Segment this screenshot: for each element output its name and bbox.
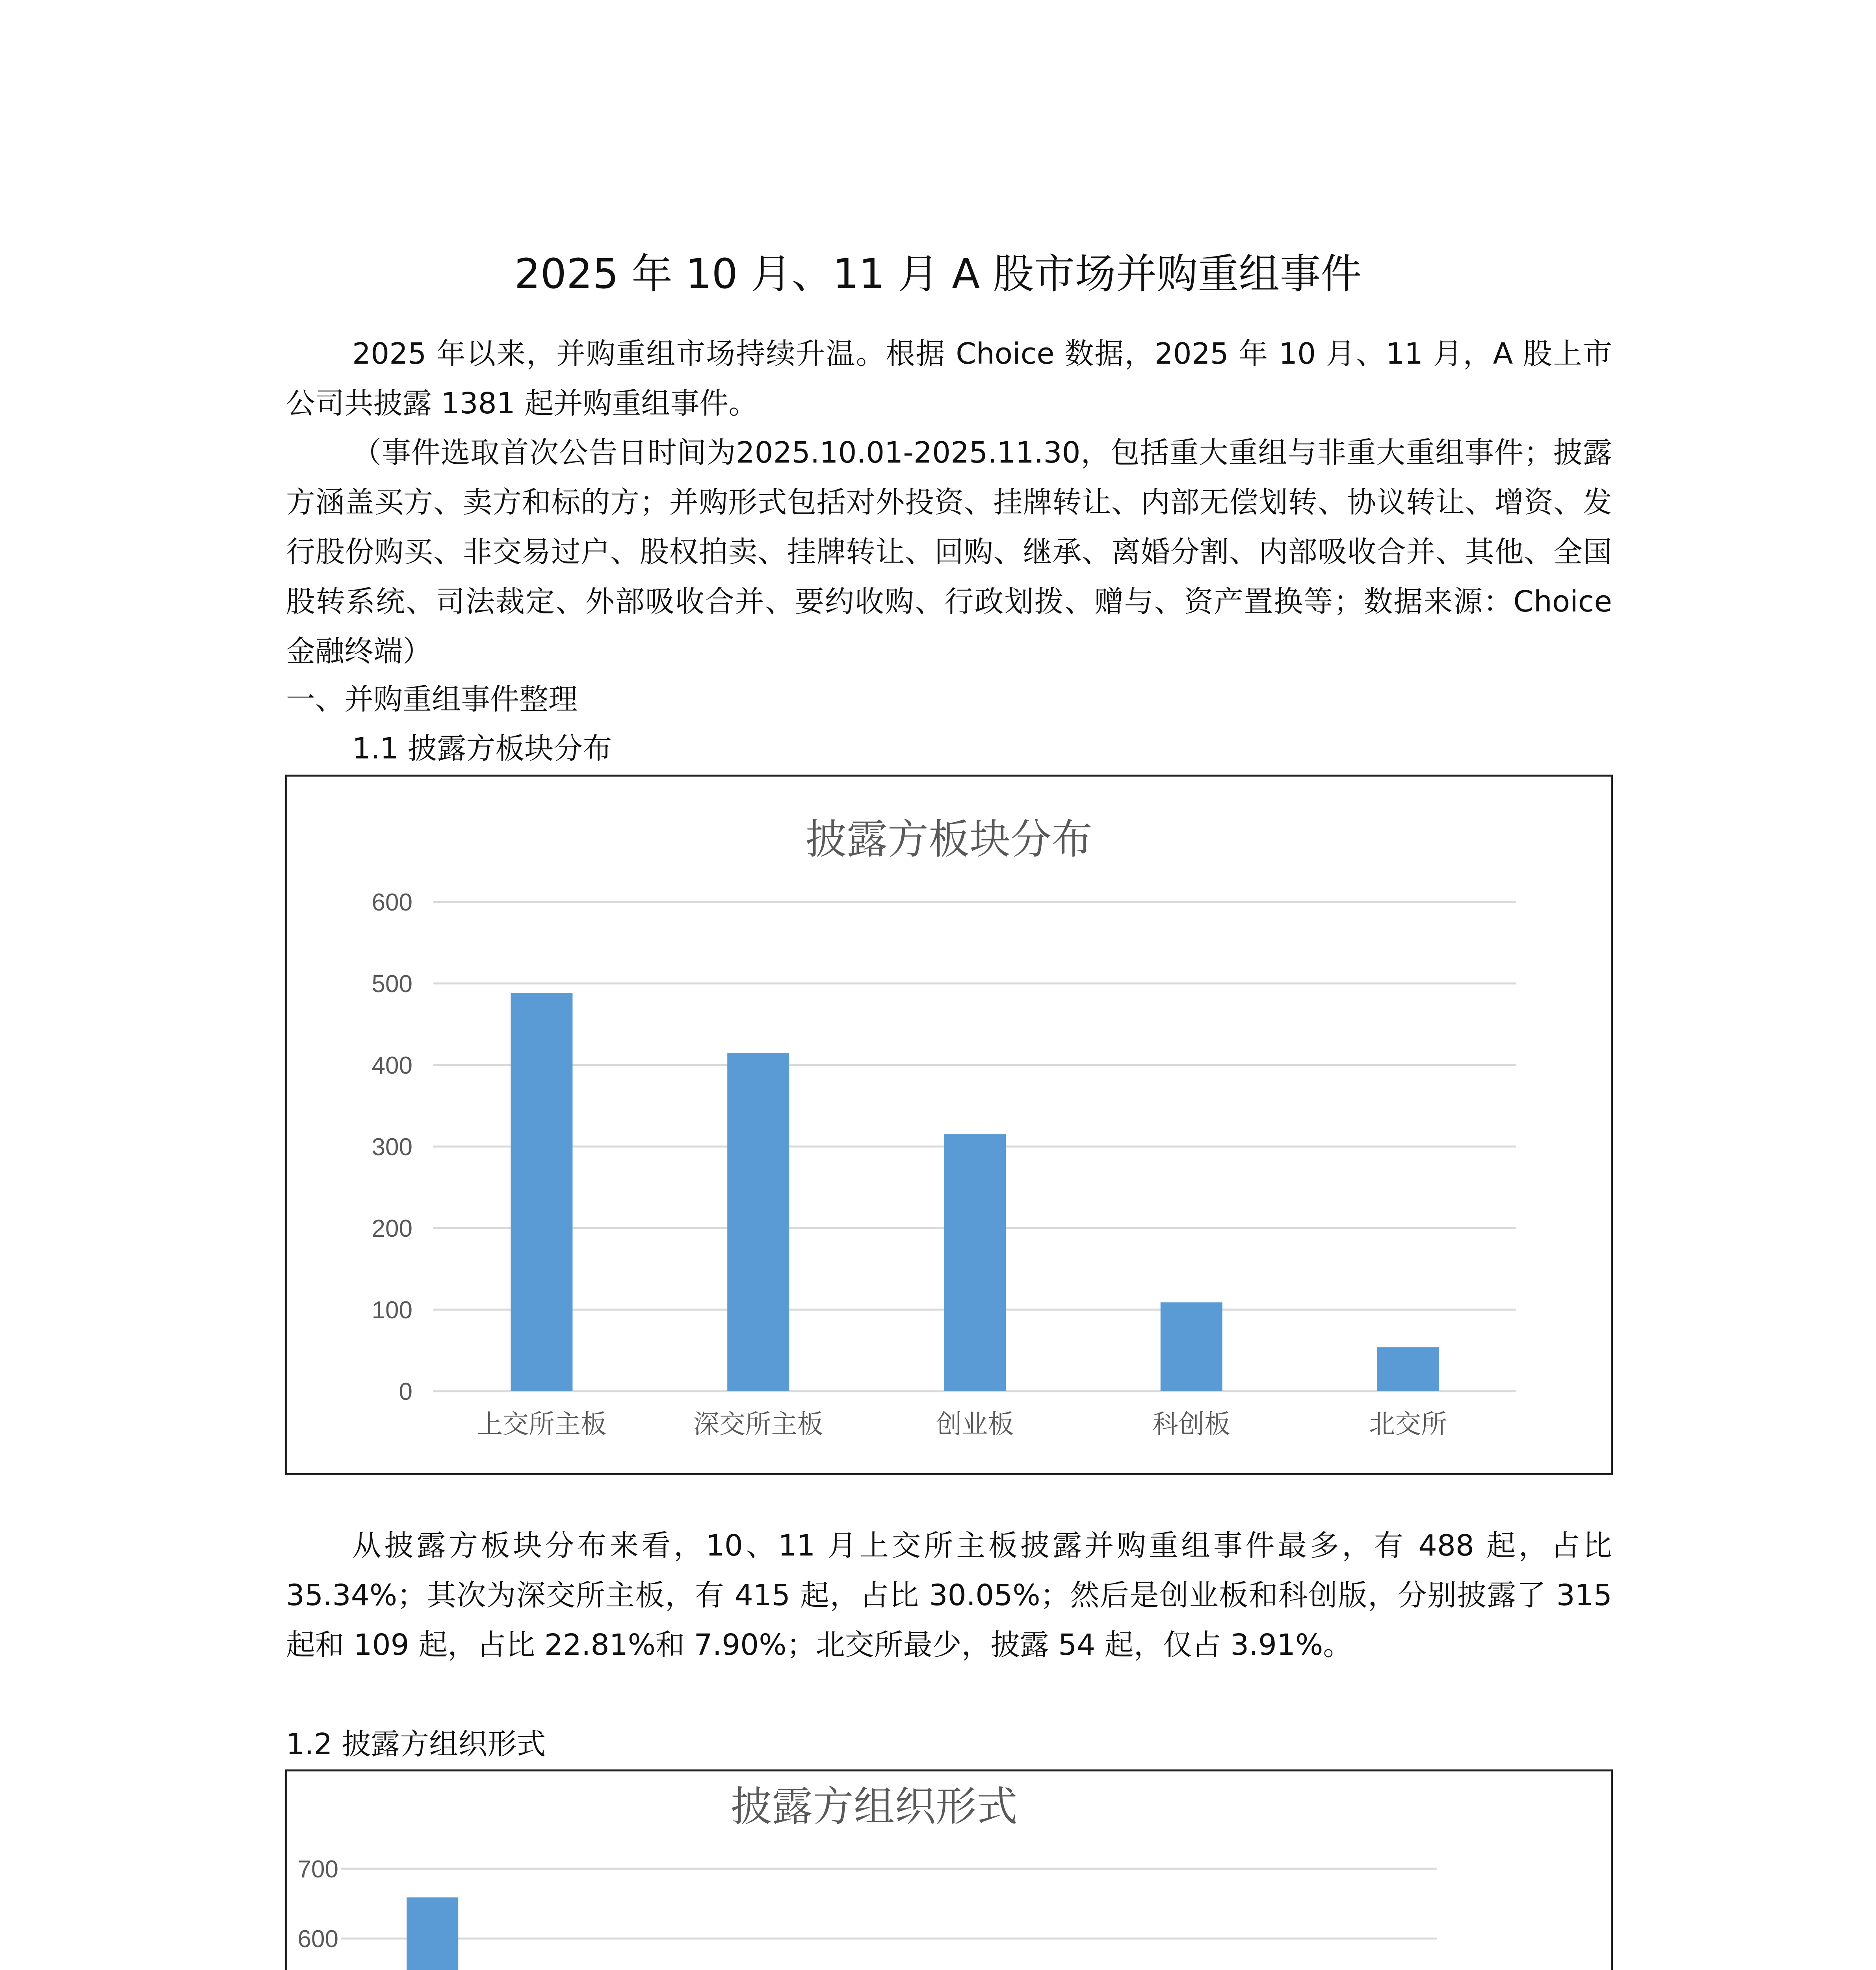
bar [511,993,572,1391]
y-tick-label: 100 [371,1297,412,1324]
y-tick-label: 400 [371,1052,412,1079]
x-category-label: 北交所 [1369,1409,1447,1439]
y-tick-label: 300 [371,1134,412,1161]
y-tick-label: 200 [371,1215,412,1242]
bar [407,1898,458,1970]
x-category-label: 上交所主板 [476,1409,607,1439]
y-tick-label: 600 [371,889,412,916]
y-tick-label: 600 [297,1925,338,1953]
y-tick-label: 0 [399,1378,412,1405]
y-tick-label: 500 [371,970,412,998]
sector-distribution-chart [285,775,1613,1475]
page-title: 2025 年 10 月、11 月 A 股市场并购重组事件 [514,250,1362,298]
chart-title: 披露方板块分布 [805,815,1092,863]
bar [1377,1347,1439,1391]
bar [944,1134,1006,1391]
subsection-heading-1-1: 1.1 披露方板块分布 [352,732,612,766]
subsection-heading-1-2: 1.2 披露方组织形式 [286,1727,546,1761]
chart-plot [287,1771,1611,1970]
chart-plot [287,777,1611,1473]
sector-analysis-paragraph: 从披露方板块分布来看，10、11 月上交所主板披露并购重组事件最多，有 488 起，占比 35.34%；其次为深交所主板，有 415 起，占比 30.05%；然后是创业板和科创版，分别披露了 315 起和 109 起，占比 22.81%和 7.90%；北交所最少，披露 54 起，仅占 3.91%。 [286,1529,1612,1662]
organization-type-chart [285,1769,1613,1970]
intro-paragraph: 2025 年以来，并购重组市场持续升温。根据 Choice 数据，2025 年 10 月、11 月，A 股上市公司共披露 1381 起并购重组事件。 [286,337,1612,420]
scope-note-paragraph: （事件选取首次公告日时间为2025.10.01-2025.11.30，包括重大重组与非重大重组事件；披露方涵盖买方、卖方和标的方；并购形式包括对外投资、挂牌转让、内部无偿划转、协议转让、增资、发行股份购买、非交易过户、股权拍卖、挂牌转让、回购、继承、离婚分割、内部吸收合并、其他、全国股转系统、司法裁定、外部吸收合并、要约收购、行政划拨、赠与、资产置换等；数据来源：Choice 金融终端） [286,436,1612,668]
chart-title: 披露方组织形式 [730,1782,1018,1831]
bar [727,1053,789,1391]
x-category-label: 科创板 [1152,1409,1231,1439]
x-category-label: 创业板 [936,1409,1014,1439]
x-category-label: 深交所主板 [693,1409,823,1439]
bar [1161,1302,1222,1391]
section-heading-1: 一、并购重组事件整理 [286,682,578,716]
y-tick-label: 700 [297,1856,338,1883]
